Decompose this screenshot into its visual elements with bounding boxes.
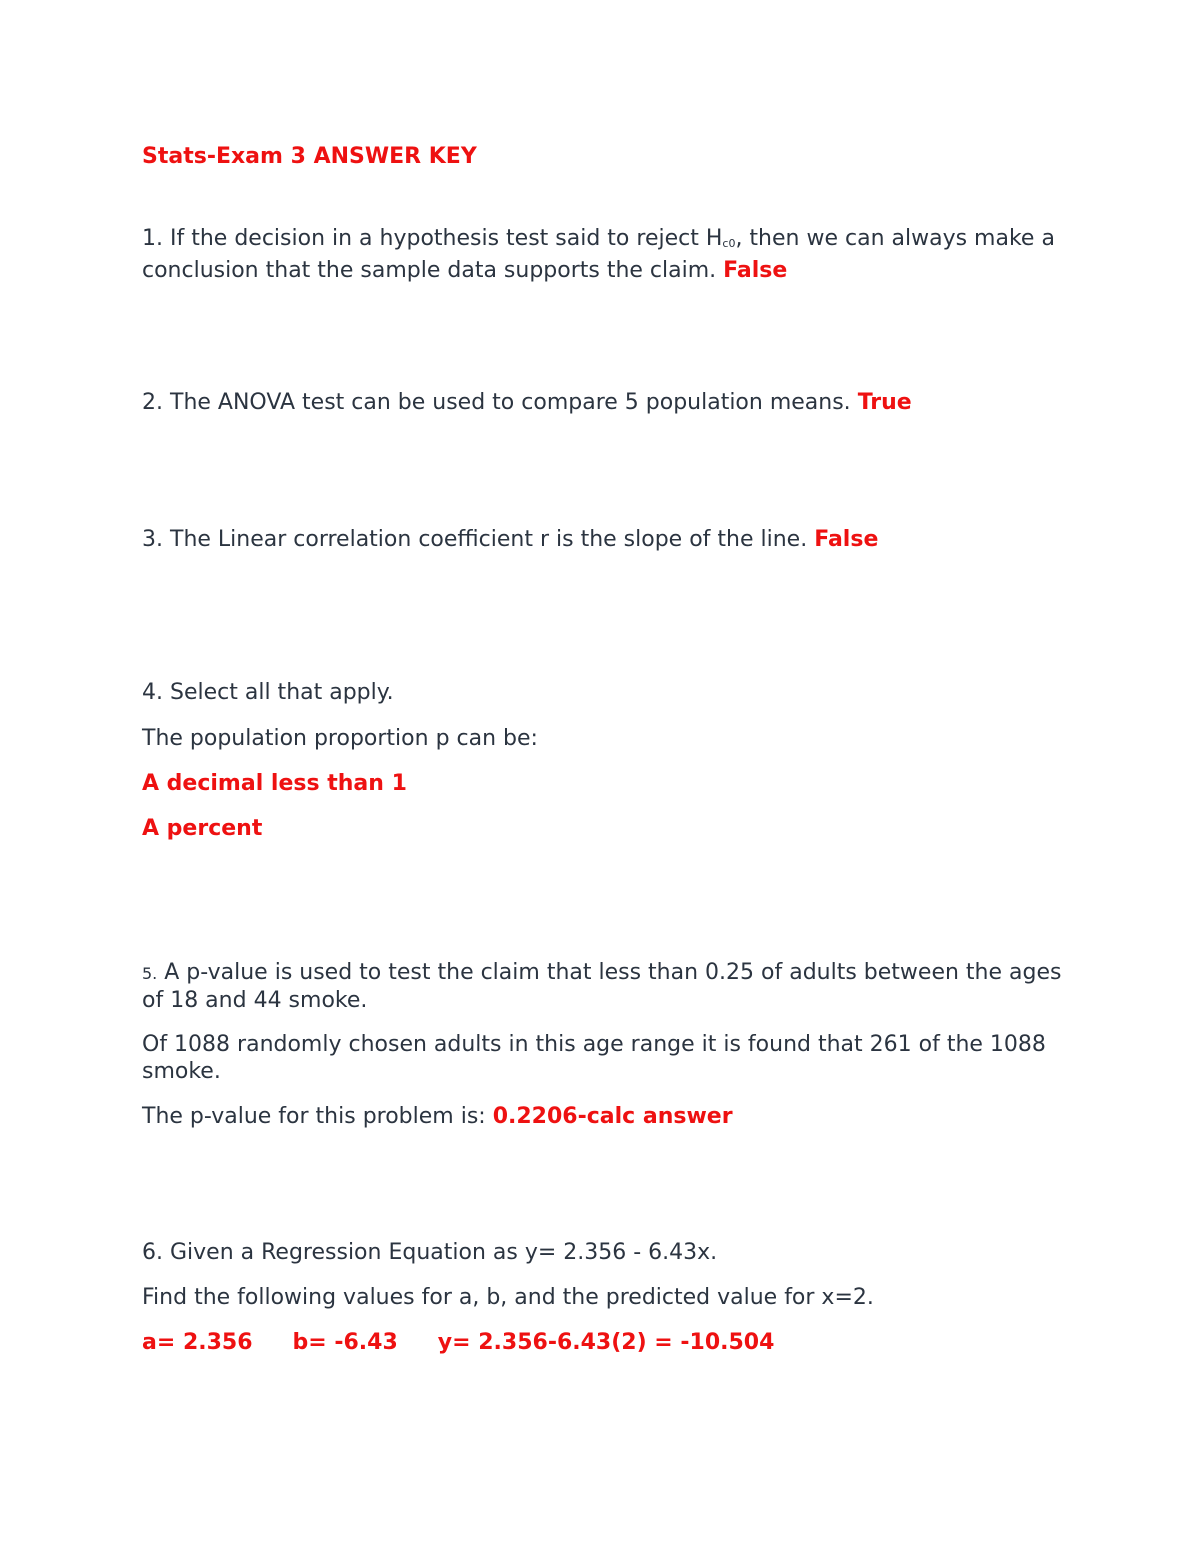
question-4-instruction-text: Select all that apply. [170, 680, 394, 705]
question-5-detail: Of 1088 randomly chosen adults in this age range it is found that 261 of the 1088 smoke. [142, 1032, 1046, 1084]
question-1-text-before: If the decision in a hypothesis test said to reject H [170, 226, 723, 251]
question-1-subscript: c0 [722, 237, 736, 250]
question-4-answer-1: A decimal less than 1 [142, 771, 407, 796]
question-2-number: 2. [142, 390, 163, 415]
document-title: Stats-Exam 3 ANSWER KEY [142, 144, 477, 169]
question-1-number: 1. [142, 226, 163, 251]
question-4-answer-2: A percent [142, 816, 263, 841]
question-5-prompt: The p-value for this problem is: [142, 1104, 486, 1129]
question-4-instruction [142, 679, 1062, 706]
question-5 [142, 959, 1062, 1014]
question-3-answer: False [814, 527, 879, 552]
question-1-text-after: , then we can always make a conclusion that the sample data supports the claim. [142, 226, 1055, 283]
question-1-answer: False [723, 258, 788, 283]
question-6-answer-b: b= -6.43 [292, 1330, 398, 1355]
question-3-number: 3. [142, 527, 163, 552]
question-6-prompt: Find the following values for a, b, and the predicted value for x=2. [142, 1285, 874, 1310]
question-4-prompt: The population proportion p can be: [142, 726, 538, 751]
question-1 [142, 225, 1062, 284]
question-5-number: 5. [142, 964, 158, 983]
question-6 [142, 1239, 1062, 1266]
question-6-text: Given a Regression Equation as y= 2.356 - 6.43x. [170, 1240, 718, 1265]
question-2 [142, 389, 1062, 416]
question-2-text: The ANOVA test can be used to compare 5 population means. [170, 390, 851, 415]
question-4-number: 4. [142, 680, 163, 705]
question-5-answer: 0.2206-calc answer [492, 1104, 733, 1129]
question-6-answer-y: y= 2.356-6.43(2) = -10.504 [437, 1330, 775, 1355]
question-6-number: 6. [142, 1240, 163, 1265]
question-3 [142, 526, 1062, 553]
question-3-text: The Linear correlation coefficient r is the slope of the line. [170, 527, 808, 552]
question-5-prompt-line [142, 1103, 1062, 1130]
question-6-answer-a: a= 2.356 [142, 1330, 253, 1355]
question-2-answer: True [857, 390, 912, 415]
question-6-answers [142, 1329, 1062, 1356]
question-5-text: A p-value is used to test the claim that less than 0.25 of adults between the ages of 18 and 44 smoke. [142, 960, 1062, 1013]
